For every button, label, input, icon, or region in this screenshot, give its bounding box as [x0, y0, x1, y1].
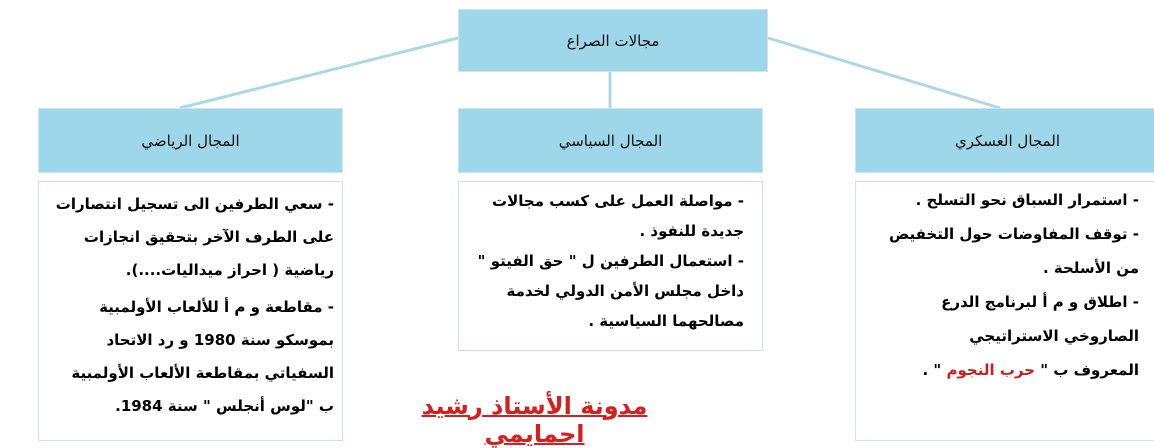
sport-content-box [38, 181, 343, 441]
connector-root-sport [180, 38, 458, 108]
military-line-star-wars [862, 354, 1139, 387]
sport-line: - سعي الطرفين الى تسجيل انتصارات [55, 195, 334, 213]
sport-line: - مقاطعة و م أ للألعاب الأولمبية [99, 298, 334, 316]
sport-line: بموسكو سنة 1980 و رد الاتحاد [106, 331, 334, 349]
connector-root-military [768, 38, 1000, 108]
category-military [855, 108, 1154, 173]
root-label: مجالات الصراع [566, 31, 660, 50]
star-wars-highlight: حرب النجوم [946, 361, 1036, 379]
political-line: مصالحهما السياسية . [588, 312, 744, 330]
political-line: - مواصلة العمل على كسب مجالات [492, 192, 744, 210]
category-political [458, 108, 763, 173]
category-political-label: المجال السياسي [558, 131, 663, 150]
military-line: من الأسلحة . [1042, 259, 1139, 277]
military-line: - توقف المفاوضات حول التخفيض [889, 225, 1139, 243]
sport-line: على الطرف الآخر بتحقيق انجازات [83, 228, 334, 246]
category-military-label: المجال العسكري [955, 131, 1060, 150]
sport-line: ب "لوس أنجلس " سنة 1984. [115, 397, 334, 415]
category-sport-label: المجال الرياضي [141, 131, 240, 150]
military-content-box [855, 181, 1154, 441]
political-content-box [458, 181, 763, 351]
military-line: الصاروخي الاستراتيجي [969, 327, 1139, 345]
blog-watermark: مدونة الأستاذ رشيد احمايمي [421, 392, 648, 448]
category-sport [38, 108, 343, 173]
political-line: - استعمال الطرفين ل " حق الفيتو " [477, 252, 744, 270]
sport-line: رياضية ( احراز ميداليات....). [125, 261, 334, 279]
political-line: جديدة للنفوذ . [639, 222, 744, 240]
root-node [458, 9, 768, 72]
military-line: - اطلاق و م أ لبرنامج الدرع [941, 293, 1139, 311]
sport-line: السفياتي بمقاطعة الألعاب الأولمبية [71, 364, 334, 382]
military-line-suffix: " . [922, 361, 942, 379]
military-line: - استمرار السباق نحو التسلح . [915, 191, 1139, 209]
political-line: داخل مجلس الأمن الدولي لخدمة [506, 282, 744, 300]
military-line-prefix: المعروف ب " [1040, 361, 1139, 379]
